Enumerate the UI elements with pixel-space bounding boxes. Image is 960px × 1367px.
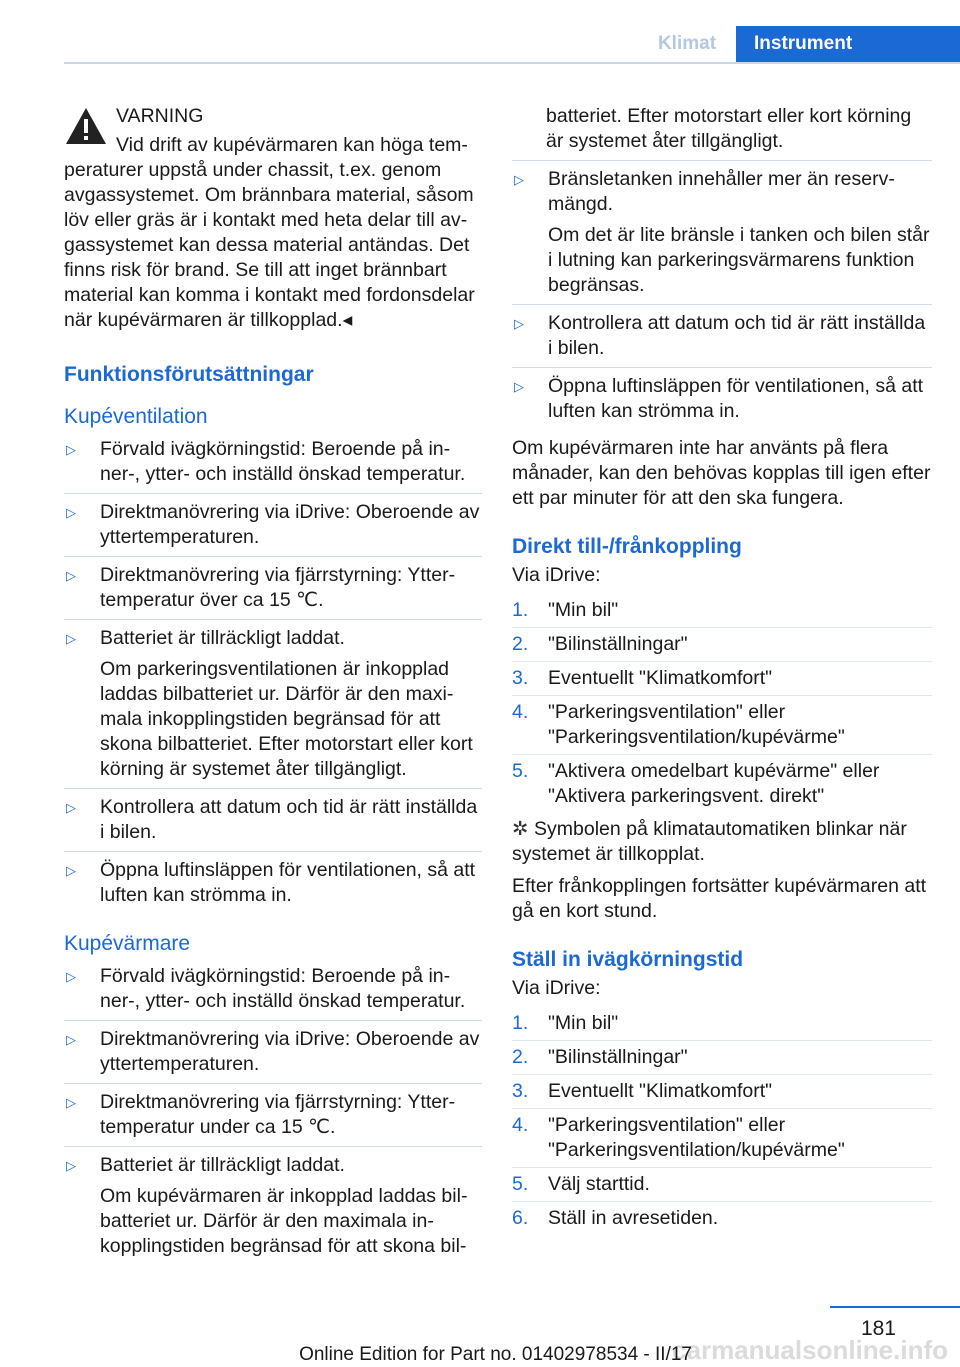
step-number: 3. <box>512 1080 529 1102</box>
list-item-text: Batteriet är tillräckligt laddat. <box>100 627 345 649</box>
step-text: "Aktivera omedelbart kupévärme" eller "Aktivera parkeringsvent. direkt" <box>548 760 880 807</box>
bullet-triangle-icon: ▷ <box>66 800 76 815</box>
bullet-triangle-icon: ▷ <box>66 969 76 984</box>
list-item-subtext: Om det är lite bränsle i tanken och bilen står i lutning kan parkeringsvärmarens funktion begränsas. <box>548 224 930 296</box>
list-item <box>64 964 482 1021</box>
varmare-list <box>64 964 482 1265</box>
step-number: 1. <box>512 1012 529 1034</box>
list-item <box>512 374 932 430</box>
step-text: "Min bil" <box>548 1012 619 1034</box>
step-text: "Min bil" <box>548 599 619 621</box>
list-item-text: Batteriet är tillräckligt laddat. <box>100 1154 345 1176</box>
list-item <box>64 795 482 852</box>
step-text: "Parkeringsventilation" eller "Parkeringsventilation/kupévärme" <box>548 1114 845 1161</box>
list-item <box>512 167 932 305</box>
step-number: 4. <box>512 1114 529 1136</box>
bullet-triangle-icon: ▷ <box>66 863 76 878</box>
list-item-text: Bränsletanken innehåller mer än reservmängd. <box>548 168 895 215</box>
step-item <box>512 759 932 813</box>
list-item <box>64 437 482 494</box>
footer-rule <box>830 1306 960 1308</box>
right-bullet-list <box>512 167 932 430</box>
left-column <box>64 104 482 1271</box>
header-rule <box>64 62 960 64</box>
step-item <box>512 1011 932 1041</box>
heading-stall: Ställ in ivägkörningstid <box>512 948 744 971</box>
step-number: 2. <box>512 1046 529 1068</box>
watermark: carmanualsonline.info <box>672 1335 948 1365</box>
bullet-triangle-icon: ▷ <box>66 568 76 583</box>
edition-text: Online Edition for Part no. 01402978534 - II/17 <box>299 1344 692 1365</box>
list-item <box>64 563 482 620</box>
page-number: 181 <box>860 1317 896 1340</box>
warning-text: Vid drift av kupévärmaren kan höga temperaturer uppstå under chassit, t.ex. genom avgassystemet. Om brännbara material, såsom löv eller gräs är i kontakt med heta delar till avgassystemet kan dessa material antändas. Det finns risk för brand. Se till att inget brännbart material kan komma i kontakt med fordonsdelar när kupévärmaren är tillkopplad.◂ <box>64 134 475 331</box>
list-item-text: Kontrollera att datum och tid är rätt inställda i bilen. <box>548 312 926 359</box>
list-item <box>64 626 482 789</box>
after-paragraph: Efter frånkopplingen fortsätter kupévärmaren att gå en kort stund. <box>512 875 927 922</box>
heading-kupeventilation: Kupéventilation <box>64 405 208 428</box>
step-text: Välj starttid. <box>548 1173 650 1195</box>
bullet-triangle-icon: ▷ <box>66 442 76 457</box>
step-number: 5. <box>512 760 529 782</box>
list-item-text: Förvald ivägkörningstid: Beroende på inner-, ytter- och inställd önskad temperatur. <box>100 438 466 485</box>
ventilation-list <box>64 437 482 914</box>
step-item <box>512 700 932 755</box>
step-item <box>512 666 932 696</box>
step-number: 4. <box>512 701 529 723</box>
warning-title: VARNING <box>116 105 204 127</box>
tab-instrument[interactable]: Instrument <box>736 26 960 62</box>
bullet-triangle-icon: ▷ <box>66 631 76 646</box>
list-item <box>64 1090 482 1147</box>
bullet-triangle-icon: ▷ <box>66 1032 76 1047</box>
heading-funktion: Funktionsförutsättningar <box>64 363 314 386</box>
list-item-text: Direktmanövrering via iDrive: Oberoende av yttertemperaturen. <box>100 501 480 548</box>
list-item <box>64 858 482 914</box>
step-text: "Bilinställningar" <box>548 633 688 655</box>
step-number: 6. <box>512 1207 529 1229</box>
via-idrive-1: Via iDrive: <box>512 564 601 586</box>
list-item <box>64 1027 482 1084</box>
step-item <box>512 1079 932 1109</box>
fan-icon: ✲ <box>512 818 529 840</box>
step-text: "Bilinställningar" <box>548 1046 688 1068</box>
list-item-text: Öppna luftinsläppen för ventilationen, så att luften kan strömma in. <box>548 375 924 422</box>
page-header <box>0 26 960 62</box>
page-footer <box>0 1300 960 1365</box>
step-item <box>512 632 932 662</box>
list-item-text: Öppna luftinsläppen för ventilationen, så att luften kan strömma in. <box>100 859 476 906</box>
bullet-triangle-icon: ▷ <box>514 379 524 394</box>
step-text: "Parkeringsventilation" eller "Parkeringsventilation/kupévärme" <box>548 701 845 748</box>
bullet-triangle-icon: ▷ <box>66 1095 76 1110</box>
bullet-triangle-icon: ▷ <box>66 505 76 520</box>
step-item <box>512 1172 932 1202</box>
steps-direkt <box>512 598 932 813</box>
list-item-subtext: Om kupévärmaren är inkopplad laddas bilbatteriet ur. Därför är den maximala inkopplingstiden begränsad för att skona bil- <box>100 1185 468 1257</box>
list-item <box>64 500 482 557</box>
bullet-triangle-icon: ▷ <box>514 172 524 187</box>
heading-kupevarmare: Kupévärmare <box>64 932 191 955</box>
steps-stall <box>512 1011 932 1235</box>
list-item <box>512 311 932 368</box>
step-item <box>512 598 932 628</box>
heading-direkt: Direkt till-/frånkoppling <box>512 535 742 558</box>
right-column <box>512 104 932 1239</box>
warning-block <box>64 104 482 333</box>
paragraph-months: Om kupévärmaren inte har använts på flera månader, kan den behövas kopplas till igen efter ett par minuter för att den ska fungera. <box>512 437 931 509</box>
bullet-triangle-icon: ▷ <box>66 1158 76 1173</box>
bullet-triangle-icon: ▷ <box>514 316 524 331</box>
continued-text: batteriet. Efter motorstart eller kort körning är systemet åter tillgängligt. <box>512 104 932 161</box>
list-item-text: Kontrollera att datum och tid är rätt inställda i bilen. <box>100 796 478 843</box>
step-item <box>512 1045 932 1075</box>
symbol-paragraph: ✲ Symbolen på klimatautomatiken blinkar när systemet är tillkopplat. <box>512 818 907 865</box>
tab-klimat[interactable]: Klimat <box>657 33 717 54</box>
step-text: Eventuellt "Klimatkomfort" <box>548 667 773 689</box>
step-item <box>512 1206 932 1235</box>
step-text: Ställ in avresetiden. <box>548 1207 719 1229</box>
step-number: 2. <box>512 633 529 655</box>
step-number: 5. <box>512 1173 529 1195</box>
list-item-text: Direktmanövrering via fjärrstyrning: Yttertemperatur över ca 15 ℃. <box>100 564 456 611</box>
list-item-text: Direktmanövrering via fjärrstyrning: Yttertemperatur under ca 15 ℃. <box>100 1091 456 1138</box>
step-number: 3. <box>512 667 529 689</box>
step-number: 1. <box>512 599 529 621</box>
list-item-text: Direktmanövrering via iDrive: Oberoende av yttertemperaturen. <box>100 1028 480 1075</box>
via-idrive-2: Via iDrive: <box>512 977 601 999</box>
list-item-text: Förvald ivägkörningstid: Beroende på inner-, ytter- och inställd önskad temperatur. <box>100 965 466 1012</box>
list-item-subtext: Om parkeringsventilationen är inkopplad laddas bilbatteriet ur. Därför är den maximala inkopplingstiden begränsad för att skona bilbatteriet. Efter motorstart eller kort körning är systemet åter tillgängligt. <box>100 658 473 780</box>
step-text: Eventuellt "Klimatkomfort" <box>548 1080 773 1102</box>
step-item <box>512 1113 932 1168</box>
list-item <box>64 1153 482 1265</box>
warning-triangle-icon <box>64 106 108 146</box>
